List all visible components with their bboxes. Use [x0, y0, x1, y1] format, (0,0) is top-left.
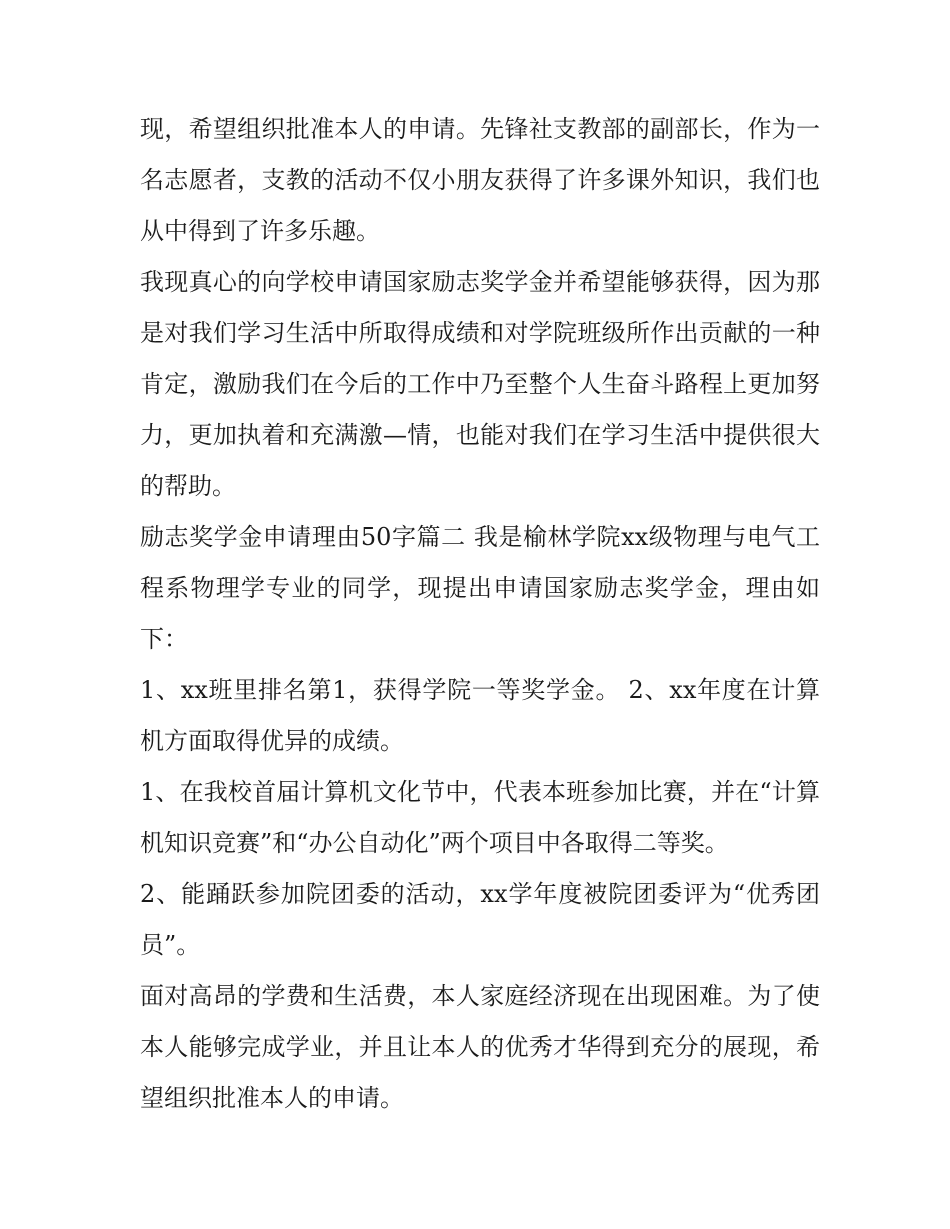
paragraph-5: 1、在我校首届计算机文化节中，代表本班参加比赛，并在“计算机知识竞赛”和“办公自动化”两个项目中各取得二等奖。: [140, 778, 820, 857]
paragraph-2: 我现真心的向学校申请国家励志奖学金并希望能够获得，因为那是对我们学习生活中所取得成绩和对学院班级所作出贡献的一种肯定，激励我们在今后的工作中乃至整个人生奋斗路程上更加努力，更加执着和充满激—情，也能对我们在学习生活中提供很大的帮助。: [140, 268, 820, 500]
paragraph-7: 面对高昂的学费和生活费，本人家庭经济现在出现困难。为了使本人能够完成学业，并且让本人的优秀才华得到充分的展现，希望组织批准本人的申请。: [140, 982, 820, 1112]
paragraph-3: 励志奖学金申请理由50字篇二 我是榆林学院xx级物理与电气工程系物理学专业的同学，现提出申请国家励志奖学金，理由如下：: [140, 523, 820, 653]
paragraph-1: 现，希望组织批准本人的申请。先锋社支教部的副部长，作为一名志愿者，支教的活动不仅小朋友获得了许多课外知识，我们也从中得到了许多乐趣。: [140, 115, 820, 245]
document-body: [140, 104, 820, 1124]
paragraph-4: 1、xx班里排名第1，获得学院一等奖学金。 2、xx年度在计算机方面取得优异的成绩。: [140, 676, 820, 755]
paragraph-6: 2、能踊跃参加院团委的活动，xx学年度被院团委评为“优秀团员”。: [140, 880, 820, 959]
